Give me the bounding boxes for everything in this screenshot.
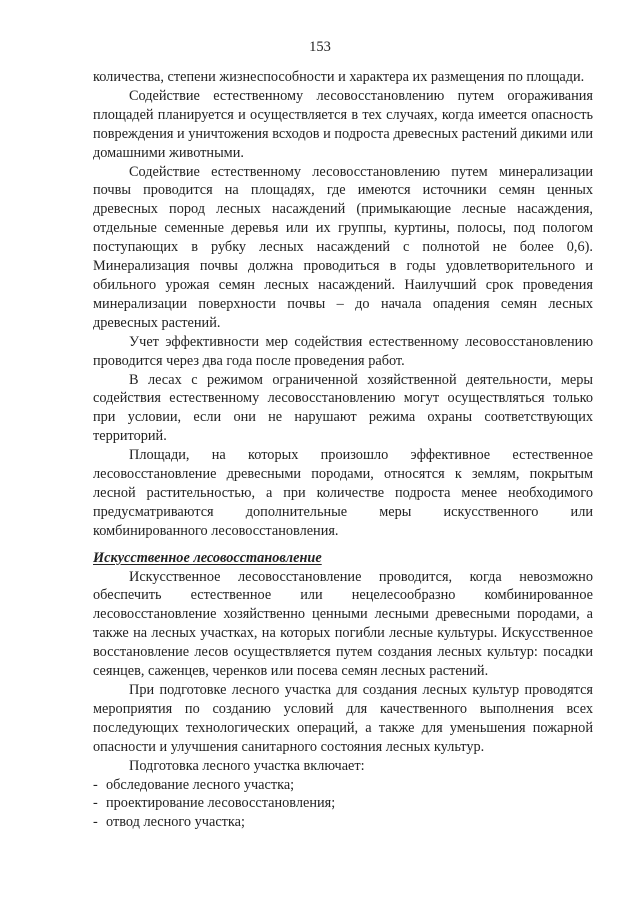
list-marker: - <box>93 795 98 812</box>
section-heading: Искусственное лесовосстановление <box>93 549 322 566</box>
list-item-text: отвод лесного участка; <box>106 814 245 831</box>
paragraph: количества, степени жизнеспособности и характера их размещения по площади. <box>93 69 585 85</box>
paragraph: Учет эффективности мер содействия естественному лесовосстановлению проводится через два года после проведения работ. <box>93 333 593 369</box>
preparation-list <box>93 776 593 833</box>
list-item <box>93 776 593 795</box>
list-item-text: обследование лесного участка; <box>106 776 295 793</box>
list-item-text: проектирование лесовосстановления; <box>106 795 336 812</box>
paragraph: Площади, на которых произошло эффективное естественное лесовосстановление древесными породами, относятся к землям, покрытым лесной растительностью, а при количестве подроста менее необходимого предусматриваются дополнительные меры искусственного или комбинированного лесовосстановления. <box>93 447 593 539</box>
paragraph: Подготовка лесного участка включает: <box>129 757 365 774</box>
paragraph: Содействие естественному лесовосстановлению путем минерализации почвы проводится на площадях, где имеются источники семян ценных древесных пород лесных насаждений (примыкающие лесные насаждения, отдельные семенные деревья или их группы, куртины, полосы, под пологом поступающих в рубку лесных насаждений с полнотой не более 0,6). Минерализация почвы должна проводиться в годы удовлетворительного и обильного урожая семян лесных насаждений. Наилучший срок проведения минерализации поверхности почвы – до начала опадения семян лесных древесных растений. <box>93 163 593 331</box>
paragraph: Содействие естественному лесовосстановлению путем огораживания площадей планируется и осуществляется в тех случаях, когда имеется опасность повреждения и уничтожения всходов и подроста древесных растений дикими или домашними животными. <box>93 87 593 161</box>
paragraph: При подготовке лесного участка для создания лесных культур проводятся мероприятия по созданию условий для качественного выполнения всех последующих технологических операций, а также для уменьшения пожарной опасности и улучшения санитарного состояния лесных культур. <box>93 682 593 755</box>
paragraph: В лесах с режимом ограниченной хозяйственной деятельности, меры содействия естественному лесовосстановлению могут осуществляться только при условии, если они не нарушают режима охраны соответствующих территорий. <box>93 371 593 445</box>
list-marker: - <box>93 776 98 793</box>
list-marker: - <box>93 814 98 831</box>
list-item <box>93 813 593 832</box>
paragraph: Искусственное лесовосстановление проводится, когда невозможно обеспечить естественное или нецелесообразно комбинированное лесовосстановление хозяйственно ценными лесными древесными породами, а также на лесных участках, на которых погибли лесные культуры. Искусственное восстановление лесов осуществляется путем создания лесных культур: посадки сеянцев, саженцев, черенков или посева семян лесных растений. <box>93 568 593 680</box>
page-body <box>93 68 593 832</box>
list-item <box>93 794 593 813</box>
page-number: 153 <box>309 39 331 55</box>
